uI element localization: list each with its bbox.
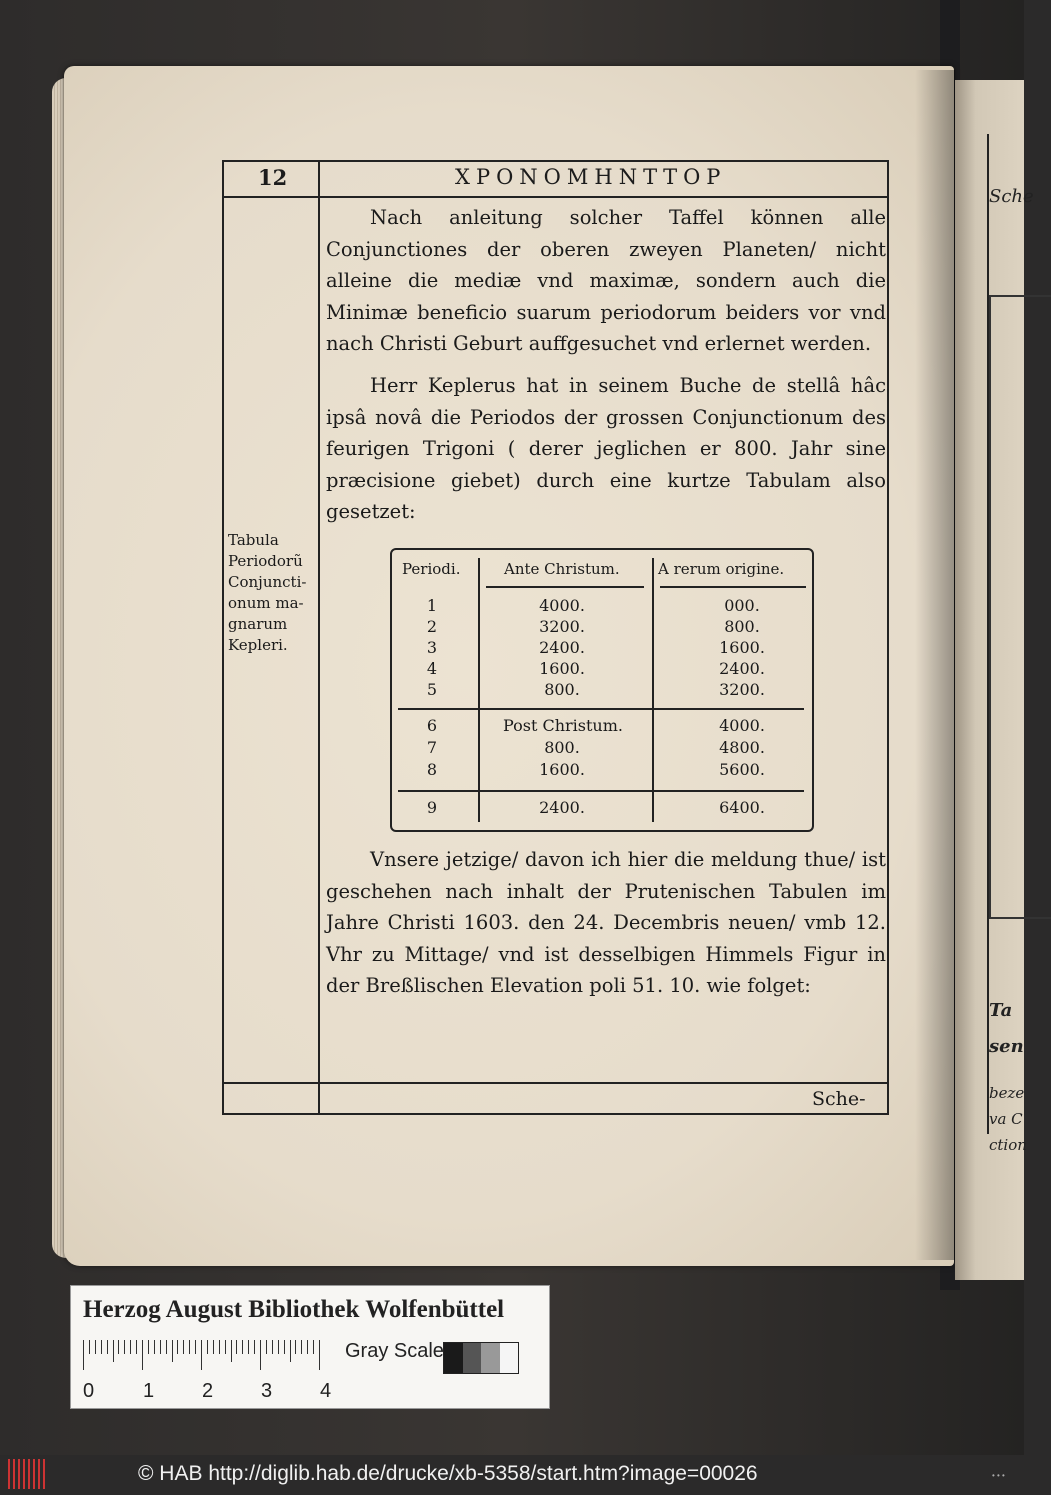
table-cell-period: 9 <box>426 798 438 817</box>
margin-note-line: Periodorũ <box>228 552 303 570</box>
paragraph-3 <box>326 844 886 1002</box>
ruler-tick <box>113 1340 114 1362</box>
margin-note <box>228 530 316 656</box>
ruler-tick <box>136 1340 137 1354</box>
table-cell-origine: 4000. <box>719 716 765 735</box>
ruler-tick <box>290 1340 291 1362</box>
header-rule <box>222 196 887 198</box>
table-cell-period: 8 <box>426 760 438 779</box>
catchword: Sche- <box>812 1088 866 1110</box>
paragraph-text: Nach anleitung solcher Taffel können alle Conjunctiones der oberen zweyen Planeten/ nicht alleine die mediæ vnd maximæ, sondern auch die Minimæ beneficio suarum periodorum beiders vor vnd nach Christi Geburt auffgesuchet vnd erlernet werden. <box>326 206 886 355</box>
ruler-tick <box>95 1340 96 1354</box>
ruler-tick <box>254 1340 255 1354</box>
ruler-tick <box>236 1340 237 1354</box>
ruler-tick <box>319 1340 320 1370</box>
ruler-tick <box>284 1340 285 1354</box>
table-cell-ante: 800. <box>544 680 580 699</box>
ruler-number: 1 <box>143 1380 155 1402</box>
ruler-tick <box>207 1340 208 1354</box>
ruler-tick <box>219 1340 220 1354</box>
table-cell-period: 3 <box>426 638 438 657</box>
ruler-tick <box>248 1340 249 1354</box>
ruler-tick <box>213 1340 214 1354</box>
ruler-tick <box>272 1340 273 1354</box>
ruler-tick <box>189 1340 190 1354</box>
ruler-tick <box>260 1340 261 1370</box>
card-title: Herzog August Bibliothek Wolfenbüttel <box>83 1296 505 1323</box>
margin-note-line: onum ma- <box>228 594 304 612</box>
ruler-tick <box>195 1340 196 1354</box>
margin-note-line: Conjuncti- <box>228 573 307 591</box>
table-cell-origine: 4800. <box>719 738 765 757</box>
color-card <box>70 1285 550 1409</box>
ruler-tick <box>242 1340 243 1354</box>
paragraph-text: Herr Keplerus hat in seinem Buche de stellâ hâc ipsâ novâ die Periodos der grossen Conjunctionum des feurigen Trigoni ( derer jeglichen er 800. Jahr sine præcisione giebet) durch eine kurtze Tabulam also gesetzet: <box>326 374 886 523</box>
table-cell-period: 7 <box>426 738 438 757</box>
footer-rule <box>222 1082 887 1084</box>
ruler-tick <box>166 1340 167 1354</box>
running-head: ΧΡΟΝΟΜΗΝΤΤΟΡ <box>455 165 727 189</box>
table-header-ante: Ante Christum. <box>504 560 620 578</box>
page-number: 12 <box>258 165 288 190</box>
ruler-number: 2 <box>202 1380 214 1402</box>
ruler-number: 0 <box>83 1380 95 1402</box>
table-cell-origine: 2400. <box>719 659 765 678</box>
table-header-periodi: Periodi. <box>402 560 461 578</box>
ruler-tick <box>278 1340 279 1354</box>
ruler-tick <box>83 1340 84 1370</box>
paragraph-text: Vnsere jetzige/ davon ich hier die meldung thue/ ist geschehen nach inhalt der Prutenischen Tabulen im Jahre Christi 1603. den 24. Decembris neuen/ vmb 12. Vhr zu Mittage/ vnd ist desselbigen Himmels Figur in der Breßlischen Elevation poli 51. 10. wie folget: <box>326 848 886 997</box>
table-cell-ante: 2400. <box>539 638 585 657</box>
margin-note-line: Tabula <box>228 531 279 549</box>
margin-note-line: Kepleri. <box>228 636 288 654</box>
table-post-label: Post Christum. <box>503 716 623 735</box>
next-page-fragment: Ta <box>989 1000 1013 1021</box>
table-group-rule <box>398 790 804 792</box>
gray-scale-label: Gray Scale <box>345 1340 444 1362</box>
table-column-rule <box>478 558 480 822</box>
table-cell-ante: 3200. <box>539 617 585 636</box>
ruler-number: 3 <box>261 1380 273 1402</box>
table-cell-ante: 4000. <box>539 596 585 615</box>
table-cell-post: 1600. <box>539 760 585 779</box>
next-page-diagram <box>989 295 1051 919</box>
table-cell-ante: 1600. <box>539 659 585 678</box>
ruler-tick <box>183 1340 184 1354</box>
table-cell-period: 1 <box>426 596 438 615</box>
paragraph-1 <box>326 202 886 360</box>
ruler-tick <box>313 1340 314 1354</box>
ruler-tick <box>172 1340 173 1362</box>
table-group-rule <box>398 708 804 710</box>
ruler-tick <box>142 1340 143 1370</box>
table-column-rule <box>652 558 654 822</box>
gutter-shadow <box>915 70 955 1260</box>
margin-rule <box>318 160 320 1113</box>
ruler-tick <box>307 1340 308 1354</box>
table-header-rule <box>486 586 644 588</box>
next-page-top-word: Sche <box>989 186 1034 207</box>
ruler-tick <box>101 1340 102 1354</box>
table-cell-origine: 6400. <box>719 798 765 817</box>
ruler-tick <box>107 1340 108 1354</box>
ruler-tick <box>231 1340 232 1362</box>
gray-swatch <box>481 1343 500 1373</box>
footer-url[interactable]: © HAB http://diglib.hab.de/drucke/xb-5358/start.htm?image=00026 <box>138 1462 758 1485</box>
ruler-tick <box>160 1340 161 1354</box>
ruler-number: 4 <box>320 1380 332 1402</box>
margin-note-line: gnarum <box>228 615 288 633</box>
table-header-rule <box>660 586 806 588</box>
gray-swatch <box>444 1343 463 1373</box>
table-cell-period: 4 <box>426 659 438 678</box>
ruler-tick <box>295 1340 296 1354</box>
table-header-origine: A rerum origine. <box>658 560 785 578</box>
table-cell-period: 5 <box>426 680 438 699</box>
ruler-tick <box>154 1340 155 1354</box>
next-page-fragment: sen <box>989 1036 1024 1057</box>
table-cell-post: 2400. <box>539 798 585 817</box>
table-cell-post: 800. <box>544 738 580 757</box>
table-cell-origine: 000. <box>724 596 760 615</box>
ruler-tick <box>148 1340 149 1354</box>
kepler-table <box>390 548 814 832</box>
ruler-tick <box>301 1340 302 1354</box>
table-cell-origine: 3200. <box>719 680 765 699</box>
table-cell-period: 6 <box>426 716 438 735</box>
ruler-tick <box>266 1340 267 1354</box>
gray-swatch <box>463 1343 482 1373</box>
next-page-fragment: ction <box>989 1136 1027 1154</box>
next-page <box>955 80 1034 1280</box>
next-page-fragment: beze <box>989 1084 1025 1102</box>
table-cell-origine: 800. <box>724 617 760 636</box>
next-page-fragment: va C <box>989 1110 1023 1128</box>
gray-scale <box>443 1342 519 1374</box>
ruler-tick <box>89 1340 90 1354</box>
table-cell-origine: 5600. <box>719 760 765 779</box>
ruler-tick <box>124 1340 125 1354</box>
ruler-tick <box>225 1340 226 1354</box>
ruler-tick <box>118 1340 119 1354</box>
paragraph-2 <box>326 370 886 528</box>
ruler-tick <box>177 1340 178 1354</box>
table-cell-period: 2 <box>426 617 438 636</box>
hab-logo-icon <box>8 1459 48 1489</box>
ruler <box>83 1340 341 1370</box>
ruler-tick <box>201 1340 202 1370</box>
ruler-tick <box>130 1340 131 1354</box>
table-cell-origine: 1600. <box>719 638 765 657</box>
footer-dots: • • • <box>992 1471 1005 1480</box>
gray-swatch <box>500 1343 519 1373</box>
